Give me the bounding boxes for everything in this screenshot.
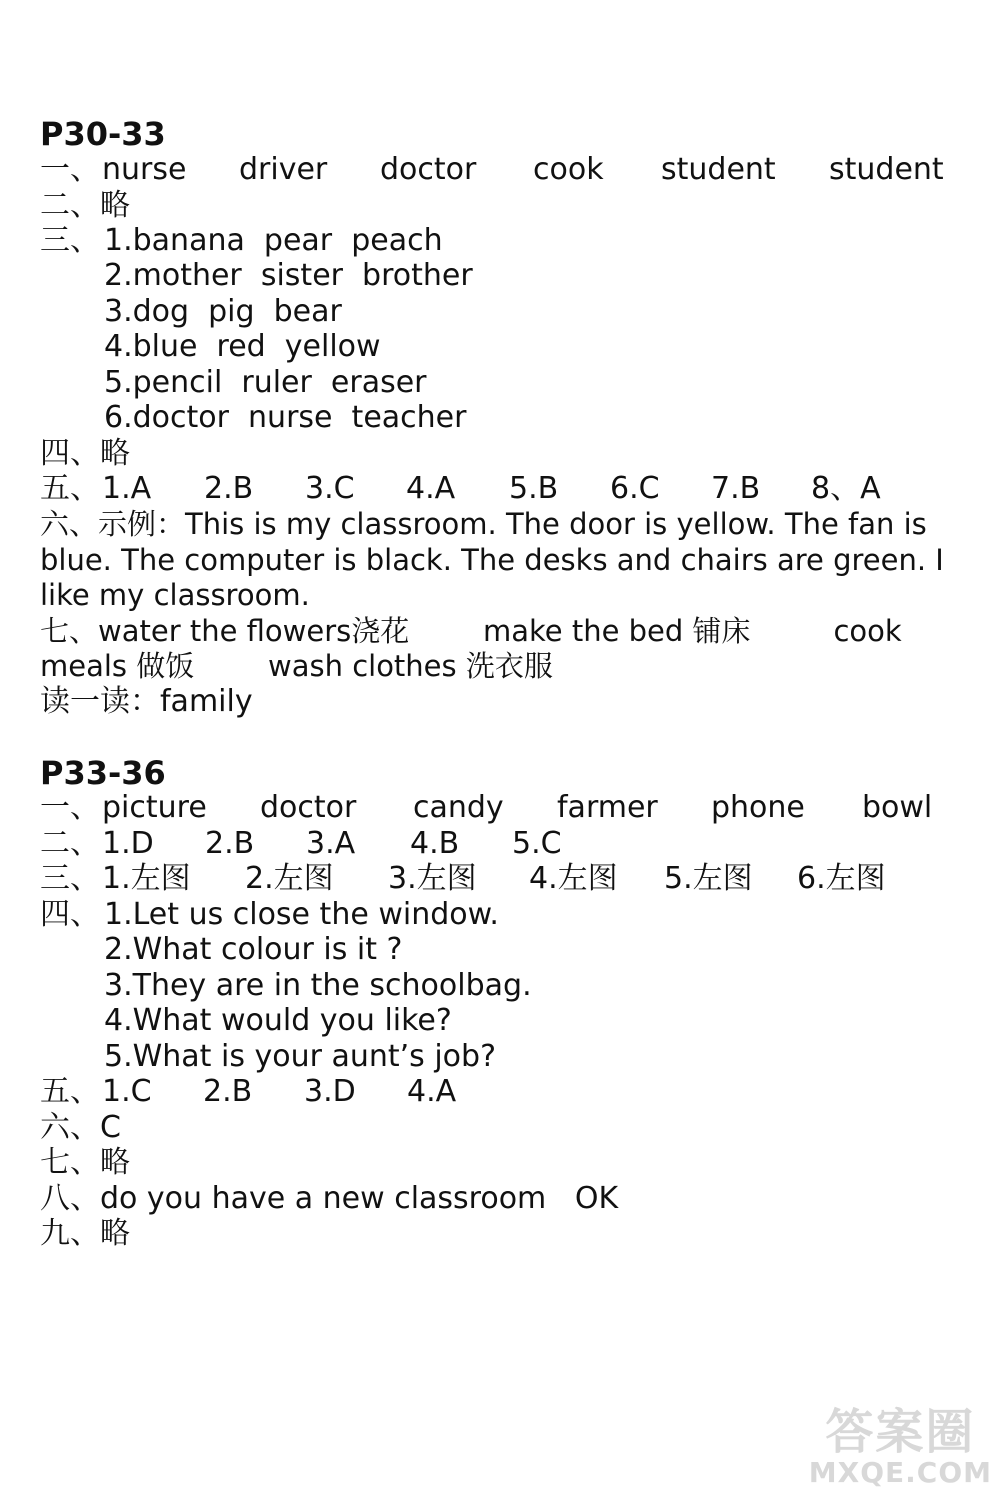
s2-q2-row (40, 826, 950, 862)
section-title-p30-33: P30-33 (40, 115, 166, 153)
s1-read: 读一读：family (40, 684, 253, 719)
s2-q3-item: 3.左图 (388, 861, 477, 896)
section-title-p33-36: P33-36 (40, 754, 166, 792)
s1-q6-line: like my classroom. (40, 578, 310, 612)
s2-q5-item: 3.D (304, 1074, 356, 1109)
s2-q3-item: 4.左图 (529, 861, 618, 896)
s1-q6-line: 六、示例：This is my classroom. The door is yellow. The fan is (40, 507, 927, 541)
s2-q4-prefix: 四、 (40, 897, 100, 932)
s1-q3-line: 3.dog pig bear (104, 294, 342, 329)
s1-q1-item: cook (533, 152, 604, 187)
s1-q3-line: 5.pencil ruler eraser (104, 365, 427, 400)
s2-q4-line: 5.What is your aunt’s job? (104, 1039, 497, 1074)
s2-q1-item: phone (711, 790, 805, 825)
s1-q7-line: 七、water the flowers浇花 make the bed 铺床 cook (40, 614, 902, 648)
s2-q3-item: 1.左图 (102, 861, 191, 896)
s1-q7-line: meals 做饭 wash clothes 洗衣服 (40, 649, 553, 683)
watermark-logo (809, 1406, 992, 1488)
s2-q5-prefix: 五、 (40, 1074, 100, 1109)
s2-q5-item: 2.B (203, 1074, 253, 1109)
s1-q3-line: 1.banana pear peach (104, 223, 443, 258)
s2-q1-row (40, 790, 950, 826)
s1-q1-prefix: 一、 (40, 152, 100, 187)
s2-q7: 七、略 (40, 1145, 130, 1180)
s1-q1-item: student (661, 152, 776, 187)
s2-q1-prefix: 一、 (40, 790, 100, 825)
s2-q5-item: 1.C (102, 1074, 152, 1109)
s1-q4: 四、略 (40, 436, 130, 471)
s2-q3-item: 5.左图 (664, 861, 753, 896)
s2-q5-item: 4.A (407, 1074, 457, 1109)
s1-q3-line: 4.blue red yellow (104, 329, 381, 364)
s2-q4-line: 3.They are in the schoolbag. (104, 968, 532, 1003)
s2-q1-item: farmer (557, 790, 658, 825)
s2-q1-item: candy (413, 790, 504, 825)
s1-q1-item: nurse (102, 152, 187, 187)
s1-q5-item: 5.B (509, 471, 559, 506)
s2-q1-item: picture (102, 790, 207, 825)
s2-q2-item: 5.C (512, 826, 562, 861)
s1-q6-line: blue. The computer is black. The desks and chairs are green. I (40, 543, 944, 577)
s1-q1-row (40, 152, 950, 188)
s1-q5-item: 6.C (610, 471, 660, 506)
s1-q5-item: 7.B (711, 471, 761, 506)
s1-q1-item: driver (239, 152, 328, 187)
s2-q4-line: 4.What would you like? (104, 1003, 452, 1038)
s1-q5-item: 4.A (406, 471, 456, 506)
s2-q3-item: 2.左图 (245, 861, 334, 896)
s2-q3-item: 6.左图 (797, 861, 886, 896)
s2-q5-row (40, 1074, 950, 1110)
s2-q2-item: 3.A (306, 826, 356, 861)
s2-q1-item: bowl (862, 790, 933, 825)
s1-q3-line: 2.mother sister brother (104, 258, 473, 293)
s2-q6: 六、C (40, 1110, 121, 1145)
s2-q4-line: 2.What colour is it ? (104, 932, 403, 967)
s2-q2-item: 4.B (410, 826, 460, 861)
s1-q3-prefix: 三、 (40, 223, 100, 258)
s1-q1-item: doctor (380, 152, 477, 187)
s2-q3-prefix: 三、 (40, 861, 100, 896)
watermark-en: MXQE.COM (808, 1456, 992, 1489)
s2-q2-item: 2.B (205, 826, 255, 861)
s2-q3-row (40, 861, 950, 897)
s1-q1-item: student (829, 152, 944, 187)
s1-q3-line: 6.doctor nurse teacher (104, 400, 467, 435)
s1-q5-prefix: 五、 (40, 471, 100, 506)
s1-q5-row (40, 471, 950, 507)
s2-q9: 九、略 (40, 1216, 130, 1251)
s1-q2: 二、略 (40, 188, 130, 223)
s1-q5-item: 2.B (204, 471, 254, 506)
watermark-cn: 答案圈 (825, 1404, 976, 1460)
s2-q2-item: 1.D (102, 826, 154, 861)
s2-q2-prefix: 二、 (40, 826, 100, 861)
s1-q5-item: 3.C (305, 471, 355, 506)
s1-q5-item: 8、A (811, 471, 881, 506)
s2-q4-line: 1.Let us close the window. (104, 897, 499, 932)
s1-q5-item: 1.A (102, 471, 152, 506)
s2-q1-item: doctor (260, 790, 357, 825)
s2-q8: 八、do you have a new classroom OK (40, 1181, 619, 1216)
